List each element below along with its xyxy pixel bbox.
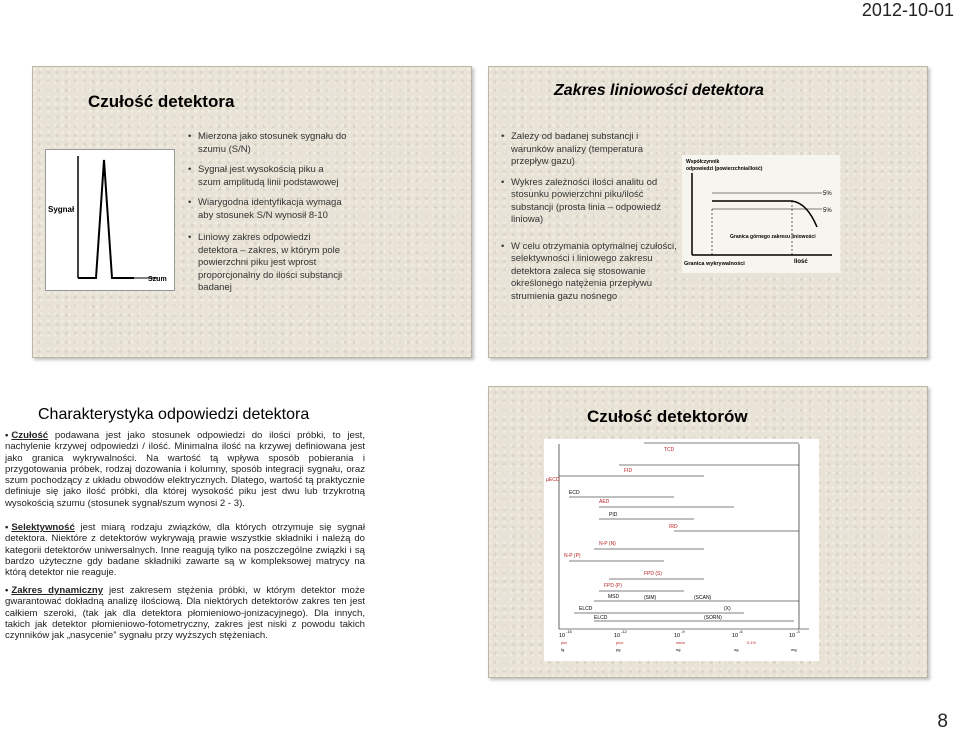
svg-text:pg: pg [616,647,621,652]
svg-text:10: 10 [674,633,681,639]
slide-title: Czułość detektorów [587,407,748,426]
slide-title: Czułość detektora [88,92,235,111]
svg-text:10: 10 [732,633,739,639]
slide-title: Zakres liniowości detektora [554,82,764,99]
elcd2-label: ELCD [594,615,608,621]
xlabel: Ilość [794,259,808,265]
peak-line [78,160,134,278]
svg-text:-9: -9 [681,629,685,634]
list-item: • Liniowy zakres odpowiedzi detektora – zakres, w którym pole powierzchni piku jest wprost proporcjonalny do ilości substancji badanej [188,232,348,295]
svg-text:-3: -3 [796,629,800,634]
slide-response-characteristics [5,386,373,676]
plus5-label: 5% [823,191,832,197]
list-item: • Mierzona jako stosunek sygnału do szumu (S/N) [188,131,348,156]
minus5-label: 5% [823,208,832,214]
x-label: (X) [724,606,731,612]
paragraph-dynamic-range: • Zakres dynamiczny jest zakresem stężenia próbki, w którym detektor może gwarantować dokładną analizę ilościową. Dla niektórych detektorów zakres ten jest całkiem szeroki, (tak jak dla detektora płomieniowo-jonizacyjnego). Dla innych, takich jak detektor płomieniowo-fotometryczny, zakres jest niski z powodu takich czynników jak „nasycenie” sygnału przy wyższych stężeniach. [5,585,365,642]
svg-text:pici: pici [561,640,568,645]
ylabel-line1: Współczynnik [686,159,720,165]
sim-label: (SIM) [644,595,657,601]
sorn-label: (SORN) [704,615,722,621]
detector-range-figure [544,439,819,661]
signal-noise-figure [45,149,175,291]
header-date: 2012-10-01 [861,0,954,20]
ird-label: IRD [669,524,678,530]
svg-text:nano: nano [676,640,685,645]
noise-label: Szum [148,276,167,283]
slide-title: Charakterystyka odpowiedzi detektora [38,406,310,423]
svg-text:-15: -15 [566,629,572,634]
elcd-label: ELCD [579,606,593,612]
uecd-label: µECD [546,477,560,483]
svg-text:10: 10 [789,633,796,639]
keyword: Czułość [11,430,49,441]
svg-text:ug: ug [734,647,739,652]
svg-text:-6: -6 [739,629,743,634]
svg-text:-12: -12 [621,629,627,634]
bullet-list [188,131,348,303]
msd-label: MSD [608,594,620,600]
np-p-label: N-P (P) [564,553,581,559]
list-item: • Wykres zależności ilości analitu od stosunku powierzchni piku/ilość substancji (prosta linia – odpowiedź liniowa) [501,177,681,227]
fpd-p-label: FPD (P) [604,583,623,589]
signal-label: Sygnał [48,205,75,214]
detect-limit-label: Granica wykrywalności [684,261,745,267]
keyword: Zakres dynamiczny [11,585,104,596]
ylabel-line2: odpowiedzi (powierzchnia/ilość) [686,166,763,172]
bullet-list [501,131,681,311]
paragraph-selectivity: • Selektywność jest miarą rodzaju związków, dla których otrzymuje się sygnał detektora. Niektóre z detektorów wykrywają prawie wszystkie składniki i należą do kategorii detektorów uniwersalnych. Inne reagują tylko na poszczególne związki i są bardzo użyteczne gdy badane składniki zawarte są w kompleksowej matrycy na którą detektor nie reaguje. [5,522,365,579]
keyword: Selektywność [11,522,75,533]
svg-text:pico: pico [616,640,624,645]
tcd-label: TCD [664,447,675,453]
slide-linearity-range [488,66,928,358]
fid-label: FID [624,468,633,474]
linearity-figure [682,155,840,273]
list-item: • W celu otrzymania optymalnej czułości, selektywności i liniowego zakresu detektora zaleca się stosowanie określonego natężenia przepływu strumienia gazu nośnego [501,241,681,304]
axis-tick [559,629,573,652]
axis-tick [674,629,686,652]
fpd-s-label: FPD (S) [644,571,663,577]
svg-text:fg: fg [561,647,565,652]
upper-limit-label: Granica górnego zakresu liniowości [730,234,816,240]
svg-text:mg: mg [791,647,797,652]
list-item: • Zależy od badanej substancji i warunków analizy (temperatura przepływ gazu) [501,131,681,169]
np-n-label: N-P (N) [599,541,616,547]
pid-label: PID [609,512,618,518]
list-item: • Sygnał jest wysokością piku a szum amplitudą linii podstawowej [188,164,348,189]
svg-text:10: 10 [614,633,621,639]
scan-label: (SCAN) [694,595,712,601]
axis-tick [789,629,800,652]
paragraph-sensitivity: • Czułość podawana jest jako stosunek odpowiedzi do ilości próbki, to jest, nachylenie krzywej odpowiedzi / ilość. Minimalna ilość na krzywej definiowana jest jako granica wykrywalności. Na wartość tą wpływa sposób pobierania i przygotowania próbek, rodzaj dozowania i kolumny, sposób integracji sygnału, oraz szum pochodzący z układu obwodów elektrycznych. Dlatego, wartość tą praktycznie definiuje się jako ilość próbki, dla której wysokość piku jest dwu lub trzykrotną wysokością szumu (stosunek sygnał/szum wynosi 2 - 3). [5,430,365,509]
svg-text:10: 10 [559,633,566,639]
axis-tick [732,629,757,652]
svg-text:ng: ng [676,647,681,652]
list-item: • Wiarygodna identyfikacja wymaga aby stosunek S/N wynosił 8-10 [188,197,348,222]
page-number: 8 [937,711,948,732]
axis-tick [614,629,628,652]
aed-label: AED [599,499,610,505]
svg-text:0.1%: 0.1% [747,640,757,645]
response-curve [712,201,817,227]
slide-detector-sensitivity [32,66,472,358]
ecd-label: ECD [569,490,580,496]
slide-detector-sensitivities [488,386,928,678]
